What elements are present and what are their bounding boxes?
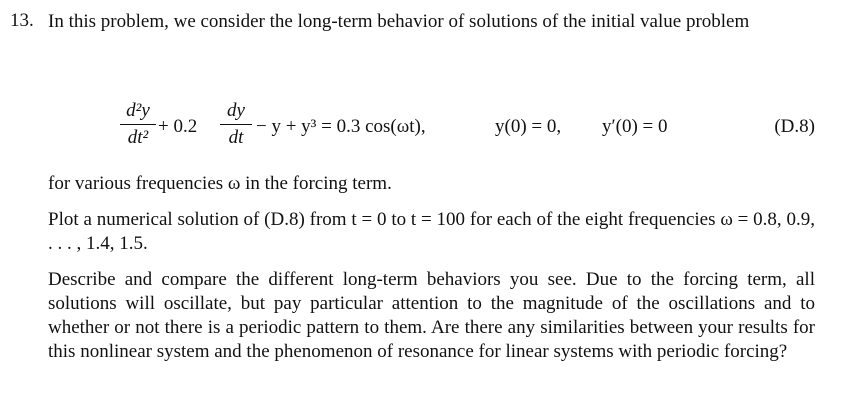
frequencies-paragraph: for various frequencies ω in the forcing term. bbox=[48, 173, 392, 194]
frac2-numerator: dy bbox=[227, 100, 245, 121]
fraction-bar bbox=[220, 124, 252, 125]
ode-equation bbox=[110, 94, 815, 158]
equation-label: (D.8) bbox=[774, 116, 815, 137]
describe-paragraph: Describe and compare the different long-term behaviors you see. Due to the forcing term, all solutions will oscillate, but pay particular attention to the magnitude of the oscillations and to whether or not there is a periodic pattern to them. Are there any similarities between your results for this nonlinear system and the phenomenon of resonance for linear systems with periodic forcing? bbox=[48, 269, 815, 362]
equation-rest: − y + y³ = 0.3 cos(ωt), bbox=[256, 116, 426, 137]
initial-condition-y: y(0) = 0, bbox=[495, 116, 562, 137]
problem-number: 13. bbox=[10, 10, 34, 31]
damping-coefficient: + 0.2 bbox=[158, 116, 198, 137]
frac2-denominator: dt bbox=[228, 127, 244, 148]
initial-condition-yprime: y′(0) = 0 bbox=[602, 116, 668, 137]
fraction-bar bbox=[120, 124, 156, 125]
frac1-denominator: dt² bbox=[127, 127, 149, 148]
frac1-numerator: d²y bbox=[126, 100, 150, 121]
plot-instructions-paragraph: Plot a numerical solution of (D.8) from t = 0 to t = 100 for each of the eight frequencies ω = 0.8, 0.9, . . . , 1.4, 1.5. bbox=[48, 209, 815, 254]
second-derivative-fraction bbox=[120, 100, 156, 149]
intro-paragraph: In this problem, we consider the long-term behavior of solutions of the initial value problem bbox=[48, 11, 750, 32]
first-derivative-fraction bbox=[220, 100, 252, 149]
